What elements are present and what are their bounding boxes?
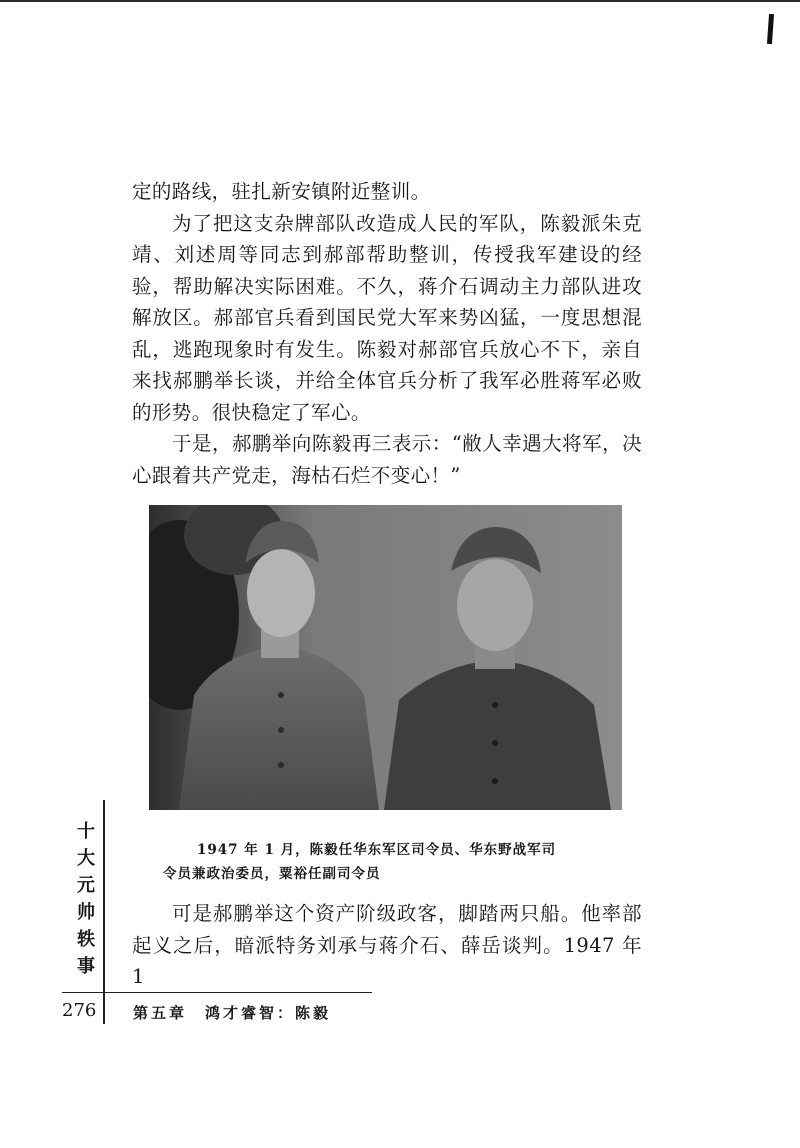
top-border-line [0, 0, 800, 2]
photo-illustration [149, 505, 622, 810]
paragraph: 可是郝鹏举这个资产阶级政客，脚踏两只船。他率部起义之后，暗派特务刘承与蒋介石、薛岳谈判。1947 年 1 [132, 902, 642, 988]
side-title-char: 轶 [77, 929, 95, 950]
footer-rule [62, 992, 372, 993]
caption-line-1: 1947 年 1 月，陈毅任华东军区司令员、华东野战军司 [197, 842, 557, 858]
corner-mark [767, 14, 774, 44]
paragraph: 为了把这支杂牌部队改造成人民的军队，陈毅派朱克靖、刘述周等同志到郝部帮助整训，传授我军建设的经验，帮助解决实际困难。不久，蒋介石调动主力部队进攻解放区。郝部官兵看到国民党大军来势凶猛，一度思想混乱，逃跑现象时有发生。陈毅对郝部官兵放心不下，亲自来找郝鹏举长谈，并给全体官兵分析了我军必胜蒋军必败的形势。很快稳定了军心。 [132, 211, 642, 424]
caption-line-2: 令员兼政治委员，粟裕任副司令员 [163, 866, 381, 882]
side-title-char: 大 [77, 848, 95, 869]
body-text-top [132, 176, 642, 491]
paragraph-continuation: 定的路线，驻扎新安镇附近整训。 [132, 180, 431, 203]
margin-rule [103, 800, 105, 1024]
paragraph-quote: 于是，郝鹏举向陈毅再三表示：“敝人幸遇大将军，决心跟着共产党走，海枯石烂不变心！” [132, 432, 642, 487]
body-text-bottom [132, 898, 642, 993]
running-head: 第五章 鸿才睿智：陈毅 [133, 1004, 332, 1022]
side-title-char: 十 [77, 821, 95, 842]
book-side-title [74, 818, 98, 980]
side-title-char: 事 [77, 956, 95, 977]
historical-photo [149, 505, 622, 810]
photo-caption [163, 838, 617, 886]
side-title-char: 帅 [77, 902, 95, 923]
page-number: 276 [62, 1000, 97, 1021]
side-title-char: 元 [77, 875, 95, 896]
